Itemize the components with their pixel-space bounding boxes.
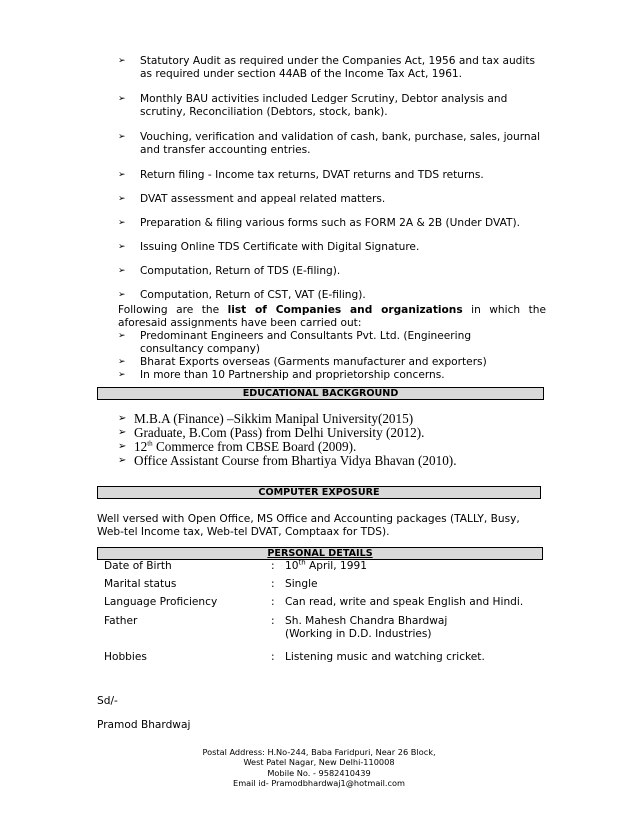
list-item [118, 440, 518, 454]
companies-list [118, 330, 518, 382]
list-item [118, 454, 518, 468]
work-duties-list [118, 55, 548, 313]
dob-value-text-end: April, 1991 [305, 560, 367, 572]
father-value: Sh. Mahesh Chandra Bhardwaj [285, 615, 448, 627]
dob-value-text: 10 [285, 560, 299, 572]
personal-heading-text: PERSONAL DETAILS [267, 548, 373, 559]
signature-name: Pramod Bhardwaj [97, 719, 191, 731]
list-item-text: 12 [134, 439, 148, 454]
list-item-text: Preparation & filing various forms such as FORM 2A & 2B (Under DVAT). [140, 217, 520, 229]
list-item [118, 55, 548, 93]
language-colon: : [271, 596, 275, 608]
language-row [104, 596, 544, 609]
bullet-arrow-icon: ➢ [118, 242, 126, 252]
bullet-arrow-icon: ➢ [118, 56, 126, 66]
marital-value: Single [285, 578, 318, 590]
list-item-text: In more than 10 Partnership and proprietorship concerns. [140, 369, 445, 381]
bullet-arrow-icon: ➢ [118, 194, 126, 204]
list-item-text: Monthly BAU activities included Ledger Scrutiny, Debtor analysis and scrutiny, Reconciliation (Debtors, stock, bank). [140, 93, 508, 118]
bullet-arrow-icon: ➢ [118, 290, 126, 300]
father-colon: : [271, 615, 275, 627]
list-item [118, 241, 548, 265]
father-label: Father [104, 615, 138, 627]
list-item [118, 131, 548, 169]
bullet-arrow-icon: ➢ [118, 218, 126, 228]
list-item-text: M.B.A (Finance) –Sikkim Manipal University(2015) [134, 411, 414, 426]
list-item-text: Statutory Audit as required under the Companies Act, 1956 and tax audits as required under section 44AB of the Income Tax Act, 1961. [140, 55, 535, 80]
companies-intro-text: Following are the [118, 304, 228, 316]
dob-label: Date of Birth [104, 560, 172, 572]
list-item-text: Graduate, B.Com (Pass) from Delhi University (2012). [134, 425, 425, 440]
footer-address [0, 747, 638, 789]
list-item [118, 330, 518, 356]
hobbies-row [104, 651, 544, 664]
list-item [118, 412, 518, 426]
list-item [118, 265, 548, 289]
list-item [118, 356, 518, 369]
hobbies-value: Listening music and watching cricket. [285, 651, 485, 663]
father-row [104, 615, 544, 640]
list-item-text-end: Commerce from CBSE Board (2009). [152, 439, 357, 454]
education-heading: EDUCATIONAL BACKGROUND [97, 387, 544, 400]
list-item-text: Predominant Engineers and Consultants Pvt. Ltd. (Engineering consultancy company) [140, 330, 472, 355]
language-label: Language Proficiency [104, 596, 218, 608]
dob-value [285, 560, 367, 573]
bullet-arrow-icon: ➢ [118, 94, 126, 104]
dob-sup: th [298, 558, 306, 567]
list-item-text: Office Assistant Course from Bhartiya Vidya Bhavan (2010). [134, 453, 457, 468]
companies-intro-text-end: in which the aforesaid assignments have been carried out: [118, 304, 546, 329]
bullet-arrow-icon: ➢ [118, 170, 126, 180]
hobbies-label: Hobbies [104, 651, 147, 663]
footer-line-2: West Patel Nagar, New Delhi-110008 [243, 757, 395, 768]
list-item [118, 217, 548, 241]
signature-sd: Sd/- [97, 695, 118, 707]
footer-line-3: Mobile No. - 9582410439 [267, 767, 371, 778]
computer-text: Well versed with Open Office, MS Office and Accounting packages (TALLY, Busy, Web-tel Income tax, Web-tel DVAT, Comptaax for TDS). [97, 513, 520, 538]
list-item [118, 93, 548, 131]
computer-heading: COMPUTER EXPOSURE [97, 486, 541, 499]
bullet-arrow-icon: ➢ [118, 357, 126, 367]
bullet-arrow-icon: ➢ [118, 427, 127, 438]
footer-line-4: Email id- Pramodbhardwaj1@hotmail.com [233, 778, 405, 789]
father-value-line2: (Working in D.D. Industries) [285, 628, 432, 640]
list-item-text: Bharat Exports overseas (Garments manufacturer and exporters) [140, 356, 487, 368]
companies-intro-bold: list of Companies and organizations [227, 304, 463, 316]
list-item-sup: th [147, 439, 153, 448]
list-item-text: Vouching, verification and validation of cash, bank, purchase, sales, journal and transfer accounting entries. [140, 131, 541, 156]
bullet-arrow-icon: ➢ [118, 413, 127, 424]
personal-heading [97, 547, 543, 560]
bullet-arrow-icon: ➢ [118, 441, 127, 452]
list-item-text: Computation, Return of TDS (E-filing). [140, 265, 341, 277]
dob-colon: : [271, 560, 275, 572]
list-item-text: Computation, Return of CST, VAT (E-filing). [140, 289, 366, 301]
list-item-text: Return filing - Income tax returns, DVAT returns and TDS returns. [140, 169, 484, 181]
bullet-arrow-icon: ➢ [118, 331, 126, 341]
marital-row [104, 578, 544, 591]
marital-label: Marital status [104, 578, 177, 590]
hobbies-colon: : [271, 651, 275, 663]
list-item-text: Issuing Online TDS Certificate with Digital Signature. [140, 241, 420, 253]
list-item [118, 193, 548, 217]
list-item [118, 169, 548, 193]
bullet-arrow-icon: ➢ [118, 455, 127, 466]
dob-row [104, 560, 544, 573]
bullet-arrow-icon: ➢ [118, 132, 126, 142]
list-item [118, 426, 518, 440]
bullet-arrow-icon: ➢ [118, 370, 126, 380]
list-item [118, 369, 518, 382]
education-list [118, 412, 518, 468]
marital-colon: : [271, 578, 275, 590]
language-value: Can read, write and speak English and Hindi. [285, 596, 524, 608]
companies-intro [118, 304, 546, 330]
list-item-text: DVAT assessment and appeal related matters. [140, 193, 386, 205]
bullet-arrow-icon: ➢ [118, 266, 126, 276]
footer-line-1: Postal Address: H.No-244, Baba Faridpuri, Near 26 Block, [202, 747, 436, 757]
